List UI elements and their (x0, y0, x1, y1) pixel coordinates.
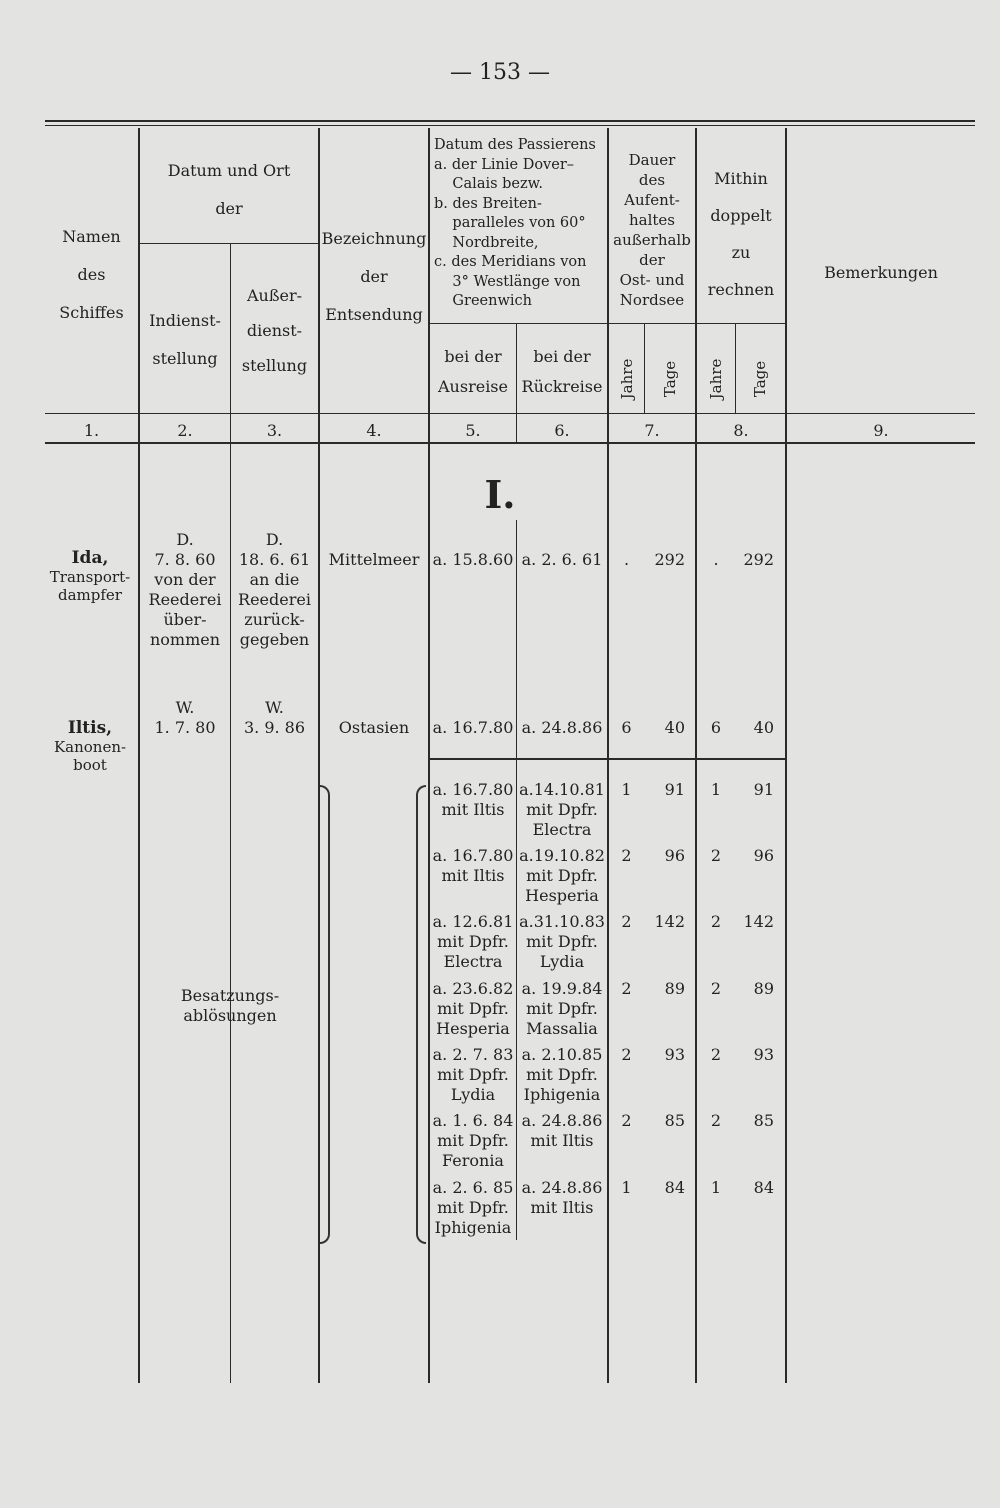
subrow-ausreise: a. 1. 6. 84 mit Dpfr. Feronia (432, 1111, 514, 1170)
subhead-line-mithin (697, 323, 785, 324)
colnum-8: 8. (733, 421, 749, 440)
subrow-tage: 96 (664, 846, 685, 865)
brace-left-col5 (416, 785, 426, 1244)
iltis-ausserdienst: W. 3. 9. 86 (243, 698, 306, 737)
header-ausreise: bei der Ausreise (438, 347, 508, 396)
header-jahre-8: Jahre (707, 358, 725, 400)
ida-entsendung: Mittelmeer (328, 550, 420, 569)
header-jahre-7: Jahre (618, 358, 636, 400)
subrow-tage: 142 (654, 912, 685, 931)
subrow-ausreise: a. 23.6.82 mit Dpfr. Hesperia (432, 979, 514, 1038)
subrow-jahre: 2 (621, 1111, 632, 1130)
section-title: I. (484, 472, 516, 517)
subrow-rueckreise: a.19.10.82 mit Dpfr. Hesperia (519, 846, 605, 905)
top-rule-2 (45, 125, 975, 126)
ida-indienst: D. 7. 8. 60 von der Reederei über- nommen (148, 530, 222, 649)
ship-type: Transport- dampfer (49, 568, 131, 604)
header-rueckreise: bei der Rückreise (521, 347, 603, 396)
iltis-m-tage: 40 (753, 718, 774, 737)
subhead-line-datum (140, 243, 318, 244)
ship-type: Kanonen- boot (53, 738, 127, 774)
subrow-tage: 91 (664, 780, 685, 799)
subrow-jahre: 1 (621, 1178, 632, 1197)
iltis-ausreise: a. 16.7.80 (432, 718, 514, 737)
subrow-m_jahre: 2 (710, 979, 722, 998)
colnum-3: 3. (266, 421, 283, 440)
subrow-rueckreise: a.31.10.83 mit Dpfr. Lydia (519, 912, 605, 971)
top-rule (45, 120, 975, 122)
header-ausserdienststellung: Außer- dienst- stellung (241, 286, 308, 375)
subrow-jahre: 2 (621, 912, 632, 931)
colnum-1: 1. (83, 421, 100, 440)
number-row-bottom (45, 442, 975, 444)
subrow-m_tage: 96 (753, 846, 774, 865)
ida-rueckreise: a. 2. 6. 61 (521, 550, 603, 569)
subrow-m_jahre: 1 (710, 780, 722, 799)
subrow-m_jahre: 1 (710, 1178, 722, 1197)
iltis-indienst: W. 1. 7. 80 (154, 698, 216, 737)
subrow-m_jahre: 2 (710, 1045, 722, 1064)
subrows-top-line (430, 758, 785, 760)
header-bezeichnung: Bezeichnung der Entsendung (321, 229, 427, 324)
ida-ausreise: a. 15.8.60 (432, 550, 514, 569)
col-divider-2 (230, 243, 231, 1383)
header-dauer: Dauer des Aufent- haltes außerhalb der Ost- und Nordsee (613, 151, 691, 309)
page-number: — 153 — (450, 60, 550, 85)
header-mithin: Mithin doppelt zu rechnen (707, 169, 775, 299)
subrow-ausreise: a. 12.6.81 mit Dpfr. Electra (432, 912, 514, 971)
subrow-m_tage: 93 (753, 1045, 774, 1064)
subrow-rueckreise: a.14.10.81 mit Dpfr. Electra (519, 780, 605, 839)
iltis-m-jahre: 6 (710, 718, 722, 737)
colnum-9: 9. (873, 421, 889, 440)
iltis-entsendung: Ostasien (338, 718, 410, 737)
subrow-rueckreise: a. 24.8.86 mit Iltis (521, 1111, 603, 1150)
subrow-rueckreise: a. 2.10.85 mit Dpfr. Iphigenia (521, 1045, 603, 1104)
subrow-ausreise: a. 16.7.80 mit Iltis (432, 846, 514, 885)
colnum-7: 7. (644, 421, 660, 440)
colnum-4: 4. (366, 421, 382, 440)
subrow-ausreise: a. 2. 7. 83 mit Dpfr. Lydia (432, 1045, 514, 1104)
colnum-5: 5. (465, 421, 481, 440)
subrow-ausreise: a. 2. 6. 85 mit Dpfr. Iphigenia (432, 1178, 514, 1237)
ida-tage: 292 (654, 550, 685, 569)
subrow-tage: 84 (664, 1178, 685, 1197)
col-divider-8 (785, 128, 787, 1383)
header-datum-passieren: Datum des Passierens a. der Linie Dover– Calais bezw. b. des Breiten- paralleles von 60° Nordbreite, c. des Meridians von 3° Westlänge von Greenwich (434, 137, 596, 309)
header-bemerkungen: Bemerkungen (824, 263, 938, 282)
ida-m-jahre: . (713, 550, 719, 569)
colnum-6: 6. (554, 421, 570, 440)
header-indienststellung: Indienst- stellung (149, 311, 221, 368)
subhead-line-passieren (430, 323, 607, 324)
subrow-m_tage: 89 (753, 979, 774, 998)
ida-ausserdienst: D. 18. 6. 61 an die Reederei zurück- gegeben (238, 530, 311, 649)
ship-name-iltis (40, 718, 140, 774)
subrow-m_tage: 91 (753, 780, 774, 799)
col-divider-8-sub (735, 323, 736, 413)
subrow-jahre: 2 (621, 846, 632, 865)
iltis-tage: 40 (664, 718, 685, 737)
brace-right-col4 (320, 785, 330, 1244)
colnum-2: 2. (177, 421, 193, 440)
iltis-rueckreise: a. 24.8.86 (521, 718, 603, 737)
subrow-m_tage: 85 (753, 1111, 774, 1130)
besatzung-label: Besatzungs- ablösungen (180, 986, 280, 1025)
header-namen: Namen des Schiffes (59, 227, 124, 322)
subrow-m_jahre: 2 (710, 912, 722, 931)
subrow-m_tage: 84 (753, 1178, 774, 1197)
ship-name-ida (40, 548, 140, 604)
subrow-jahre: 2 (621, 979, 632, 998)
ship-name: Ida, (71, 548, 109, 568)
subrow-tage: 85 (664, 1111, 685, 1130)
subrow-tage: 93 (664, 1045, 685, 1064)
header-bottom-line (45, 413, 975, 414)
ida-m-tage: 292 (743, 550, 774, 569)
ida-jahre: . (623, 550, 630, 569)
iltis-jahre: 6 (621, 718, 632, 737)
subrow-jahre: 2 (621, 1045, 632, 1064)
ship-name: Iltis, (67, 718, 113, 738)
subrow-tage: 89 (664, 979, 685, 998)
header-datum-ort: Datum und Ort der (167, 161, 291, 218)
header-tage-7: Tage (661, 360, 679, 398)
subrow-rueckreise: a. 19.9.84 mit Dpfr. Massalia (521, 979, 603, 1038)
header-tage-8: Tage (751, 360, 769, 398)
subrow-m_tage: 142 (743, 912, 774, 931)
col-divider-7-sub (644, 323, 645, 413)
subhead-line-dauer (609, 323, 695, 324)
subrow-rueckreise: a. 24.8.86 mit Iltis (521, 1178, 603, 1217)
subrow-m_jahre: 2 (710, 1111, 722, 1130)
subrow-m_jahre: 2 (710, 846, 722, 865)
subrow-ausreise: a. 16.7.80 mit Iltis (432, 780, 514, 819)
subrow-jahre: 1 (621, 780, 632, 799)
